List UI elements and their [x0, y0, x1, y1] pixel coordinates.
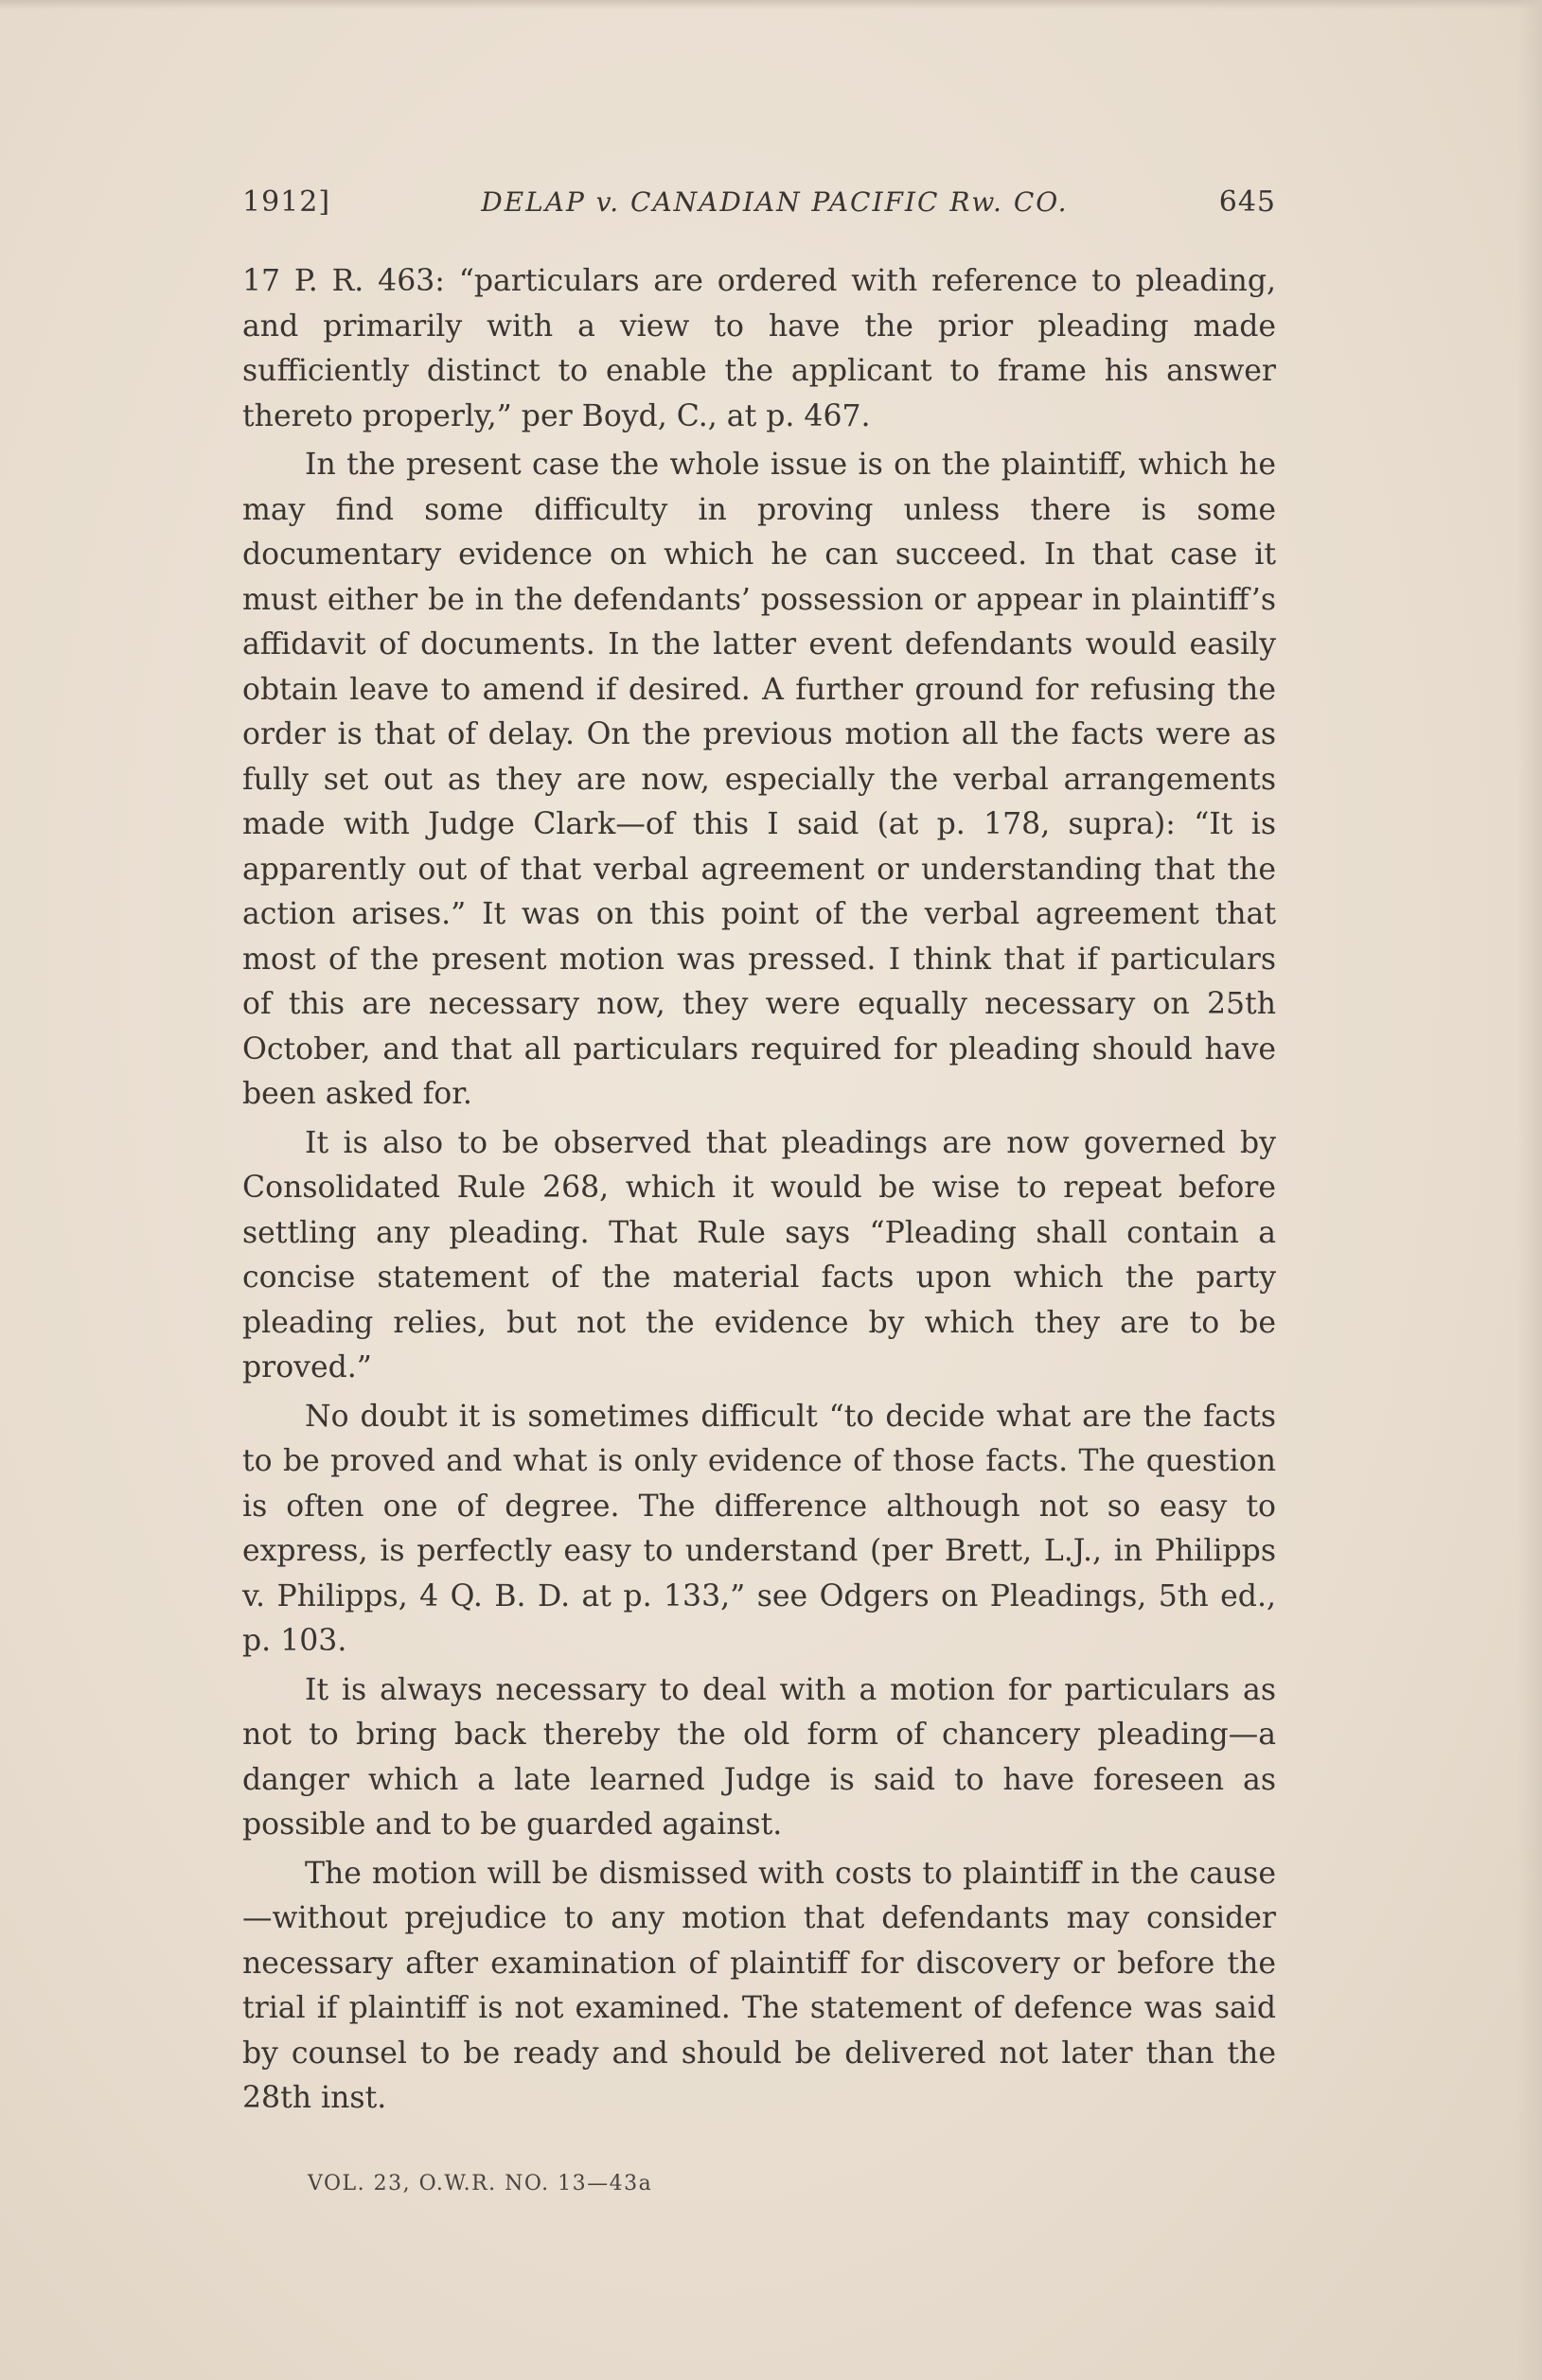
footer-signature: VOL. 23, O.W.R. NO. 13—43a [308, 2172, 653, 2195]
running-head-title: DELAP v. CANADIAN PACIFIC Rw. CO. [481, 186, 1069, 218]
paragraph-2: In the present case the whole issue is on the plaintiff, which he may find some difficulty in proving unless there is some documentary evidence on which he can succeed. In that case it must either be in the defendants’ possession or appear in plaintiff’s affidavit of documents. In the latter event defendants would easily obtain leave to amend if desired. A further ground for refusing the order is that of delay. On the previous motion all the facts were as fully set out as they are now, especially the verbal arrangements made with Judge Clark—of this I said (at p. 178, supra): “It is apparently out of that verbal agreement or understanding that the action arises.” It was on this point of the verbal agreement that most of the present motion was pressed. I think that if particulars of this are necessary now, they were equally necessary on 25th October, and that all particulars required for pleading should have been asked for. [242, 448, 1276, 1111]
paragraph-6: The motion will be dismissed with costs to plaintiff in the cause—without prejudice to any motion that defendants may consider necessary after examination of plaintiff for discovery or before the trial if plaintiff is not examined. The statement of defence was said by counsel to be ready and should be delivered not later than the 28th inst. [242, 1856, 1276, 2115]
page-top-edge [0, 0, 1542, 9]
page-number: 645 [1218, 185, 1276, 219]
page-content [242, 185, 1276, 2122]
running-head [242, 185, 1276, 252]
paragraph-4: No doubt it is sometimes difficult “to decide what are the facts to be proved and what is only evidence of those facts. The question is often one of degree. The difference although not so easy to express, is perfectly easy to understand (per Brett, L.J., in Philipps v. Philipps, 4 Q. B. D. at p. 133,” see Odgers on Pleadings, 5th ed., p. 103. [242, 1399, 1276, 1658]
paragraph-5: It is always necessary to deal with a motion for particulars as not to bring back thereby the old form of chancery pleading—a danger which a late learned Judge is said to have foreseen as possible and to be guarded against. [242, 1672, 1276, 1842]
paragraph-1: 17 P. R. 463: “particulars are ordered with reference to pleading, and primarily with a view to have the prior pleading made sufficiently distinct to enable the applicant to frame his answer thereto properly,” per Boyd, C., at p. 467. [242, 264, 1276, 433]
paragraph-3: It is also to be observed that pleadings are now governed by Consolidated Rule 268, which it would be wise to repeat before settling any pleading. That Rule says “Pleading shall contain a concise statement of the material facts upon which the party pleading relies, but not the evidence by which they are to be proved.” [242, 1125, 1276, 1384]
running-head-year: 1912] [242, 185, 331, 219]
page-right-edge [1517, 0, 1542, 2380]
